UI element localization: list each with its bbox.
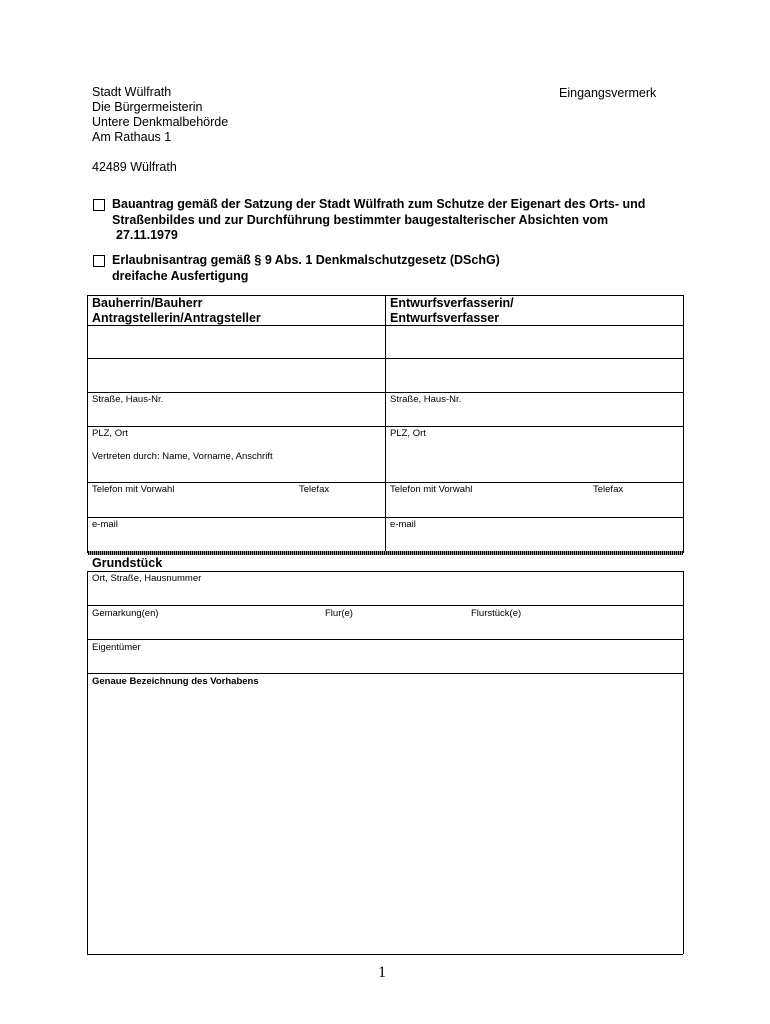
applicant-fax-label: Telefax (299, 484, 330, 495)
flurstueck-label: Flurstück(e) (471, 608, 522, 619)
erlaubnisantrag-text-1: Erlaubnisantrag gemäß § 9 Abs. 1 Denkmalschutzgesetz (DSchG) (112, 253, 500, 267)
erlaubnisantrag-checkbox[interactable] (93, 255, 105, 267)
designer-street-label: Straße, Haus-Nr. (390, 394, 462, 405)
designer-header (390, 296, 514, 326)
project-description-field[interactable] (88, 690, 682, 952)
address-line-3: Untere Denkmalbehörde (92, 115, 229, 129)
designer-header-line-2: Entwurfsverfasser (390, 311, 500, 325)
property-table-top (87, 571, 683, 572)
designer-name-field-2[interactable] (386, 359, 682, 391)
receipt-stamp-label: Eingangsvermerk (559, 86, 657, 100)
designer-fax-label: Telefax (593, 484, 624, 495)
row-divider (87, 426, 683, 427)
bauantrag-text-3: 27.11.1979 (116, 228, 178, 242)
row-divider (87, 605, 683, 606)
bauantrag-text-2: Straßenbildes und zur Durchführung bestimmter baugestalterischer Absichten vom (112, 212, 609, 227)
applicant-name-field-2[interactable] (88, 359, 384, 391)
gemarkung-label: Gemarkung(en) (92, 608, 159, 619)
property-table-bottom (87, 954, 683, 955)
row-divider (87, 639, 683, 640)
page-number: 1 (378, 964, 386, 981)
project-description-label: Genaue Bezeichnung des Vorhabens (92, 676, 259, 687)
applicant-street-label: Straße, Haus-Nr. (92, 394, 164, 405)
recipient-address (92, 85, 228, 175)
designer-header-line-1: Entwurfsverfasserin/ (390, 296, 514, 310)
bauantrag-checkbox[interactable] (93, 199, 105, 211)
designer-city-label: PLZ, Ort (390, 428, 426, 439)
bauantrag-option (112, 197, 645, 244)
row-divider (87, 482, 683, 483)
row-divider (87, 517, 683, 518)
bauantrag-text-1: Bauantrag gemäß der Satzung der Stadt Wülfrath zum Schutze der Eigenart des Orts- und (112, 197, 646, 211)
applicant-email-label: e-mail (92, 519, 118, 530)
row-divider (87, 392, 683, 393)
applicant-header-line-2: Antragstellerin/Antragsteller (92, 311, 261, 325)
applicant-header (92, 296, 261, 326)
designer-name-field[interactable] (386, 326, 682, 358)
owner-label: Eigentümer (92, 642, 141, 653)
applicant-header-line-1: Bauherrin/Bauherr (92, 296, 203, 310)
flur-label: Flur(e) (325, 608, 353, 619)
section-separator (88, 551, 683, 555)
property-table-right (683, 571, 684, 954)
designer-email-label: e-mail (390, 519, 416, 530)
address-line-4: Am Rathaus 1 (92, 130, 172, 144)
applicant-city-label: PLZ, Ort (92, 428, 128, 439)
address-line-1: Stadt Wülfrath (92, 85, 172, 99)
table-right-border (683, 295, 684, 553)
address-line-2: Die Bürgermeisterin (92, 100, 203, 114)
applicant-phone-label: Telefon mit Vorwahl (92, 484, 175, 495)
designer-phone-label: Telefon mit Vorwahl (390, 484, 473, 495)
address-postal: 42489 Wülfrath (92, 160, 177, 174)
erlaubnisantrag-option (112, 253, 500, 284)
erlaubnisantrag-text-2: dreifache Ausfertigung (112, 268, 249, 283)
location-label: Ort, Straße, Hausnummer (92, 573, 202, 584)
applicant-name-field[interactable] (88, 326, 384, 358)
row-divider (87, 673, 683, 674)
represented-by-label: Vertreten durch: Name, Vorname, Anschrift (92, 451, 273, 462)
property-section-title: Grundstück (92, 556, 163, 570)
